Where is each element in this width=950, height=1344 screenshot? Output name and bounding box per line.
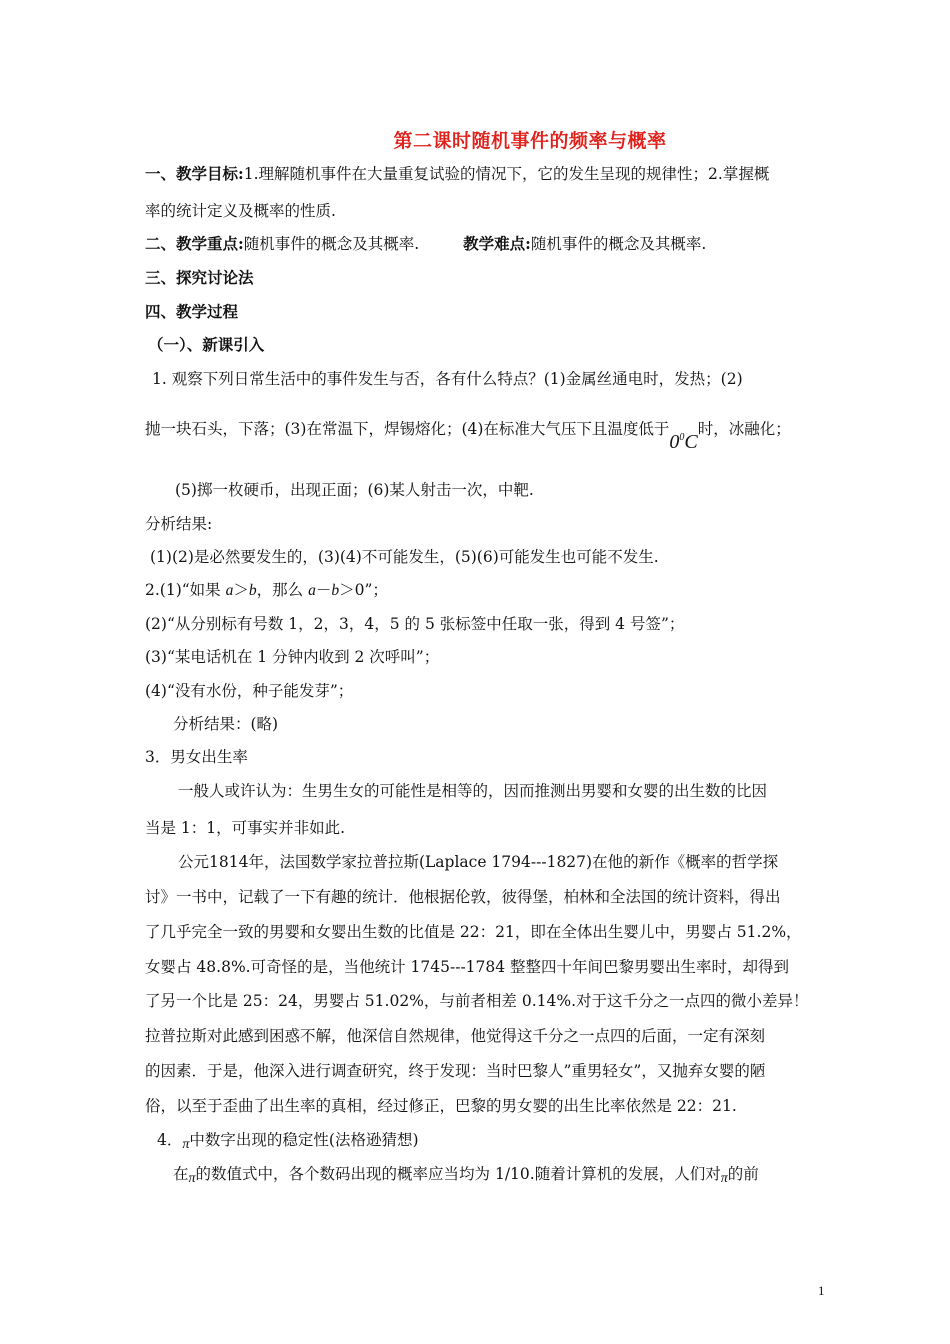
- analysis2-text: 分析结果：(略): [173, 715, 279, 733]
- item3-title: 3．男女出生率: [145, 748, 248, 766]
- item2-c: (3)“某电话机在 1 分钟内收到 2 次呼叫”；: [145, 648, 440, 666]
- temperature-formula: $0^0C$: [669, 431, 698, 453]
- item2-d: (4)“没有水份，种子能发芽”；: [145, 682, 354, 700]
- para2-line-1: 公元1814年，法国数学家拉普拉斯(Laplace 1794---1827)在他的新作《概率的哲学探: [178, 853, 779, 871]
- para2-line-2: 讨》一书中，记载了一下有趣的统计．他根据伦敦，彼得堡，柏林和全法国的统计资料，得出: [145, 888, 781, 906]
- para2-line-3: 了几乎完全一致的男婴和女婴出生数的比值是 22：21，即在全体出生婴儿中，男婴占 51.2%，: [145, 923, 802, 941]
- item2-b: (2)“从分别标有号数 1，2，3，4，5 的 5 张标签中任取一张，得到 4 号签”；: [145, 615, 685, 633]
- para2-line-7: 的因素．于是，他深入进行调查研究，终于发现：当时巴黎人”重男轻女”，又抛弃女婴的陋: [145, 1062, 766, 1080]
- item1-line-3: (5)掷一枚硬币，出现正面；(6)某人射击一次，中靶.: [175, 481, 534, 499]
- para2-line-5: 了另一个比是 25：24，男婴占 51.02%，与前者相差 0.14%.对于这千分之一点四的微小差异！: [145, 992, 809, 1010]
- objectives-line-2: 率的统计定义及概率的性质.: [145, 202, 336, 220]
- para2-line-8: 俗，以至于歪曲了出生率的真相，经过修正，巴黎的男女婴的出生比率依然是 22：21.: [145, 1097, 737, 1115]
- para1-line-1: 一般人或许认为：生男生女的可能性是相等的，因而推测出男婴和女婴的出生数的比因: [178, 782, 768, 800]
- para3-line-1: 在π的数值式中，各个数码出现的概率应当均为 1/10.随着计算机的发展，人们对π的前: [173, 1165, 759, 1186]
- process-heading: 四、教学过程: [145, 302, 239, 321]
- intro-heading: （一）、新课引入: [148, 335, 265, 354]
- para2-line-6: 拉普拉斯对此感到困惑不解，他深信自然规律，他觉得这千分之一点四的后面，一定有深刻: [145, 1027, 766, 1045]
- item4-title: 4．π中数字出现的稳定性(法格逊猜想): [157, 1131, 419, 1152]
- method-heading: 三、探究讨论法: [145, 268, 254, 287]
- item1-line-1: 1. 观察下列日常生活中的事件发生与否，各有什么特点？(1)金属丝通电时，发热；(2): [152, 370, 743, 388]
- analysis1-text: (1)(2)是必然要发生的，(3)(4)不可能发生，(5)(6)可能发生也可能不发生.: [150, 548, 659, 566]
- analysis1-label: 分析结果:: [145, 515, 213, 533]
- item1-line-2: 抛一块石头，下落；(3)在常温下，焊锡熔化；(4)在标准大气压下且温度低于$0^0C$时，冰融化；: [145, 420, 791, 453]
- objectives-line-1: 一、教学目标:1.理解随机事件在大量重复试验的情况下，它的发生呈现的规律性；2.掌握概: [145, 164, 770, 183]
- pi-symbol: π: [720, 1171, 728, 1186]
- para2-line-4: 女婴占 48.8%.可奇怪的是，当他统计 1745---1784 整整四十年间巴黎男婴出生率时，却得到: [145, 958, 790, 976]
- key-points-line: 二、教学重点:随机事件的概念及其概率. 教学难点:随机事件的概念及其概率.: [145, 234, 707, 253]
- pi-symbol: π: [188, 1171, 196, 1186]
- para1-line-2: 当是 1：1，可事实并非如此.: [145, 819, 346, 837]
- item2-a: 2.(1)“如果 a＞b，那么 a－b＞0”；: [145, 581, 388, 599]
- page-title: 第二课时随机事件的频率与概率: [393, 130, 667, 152]
- pi-symbol: π: [182, 1137, 190, 1152]
- page-number: 1: [818, 1283, 825, 1298]
